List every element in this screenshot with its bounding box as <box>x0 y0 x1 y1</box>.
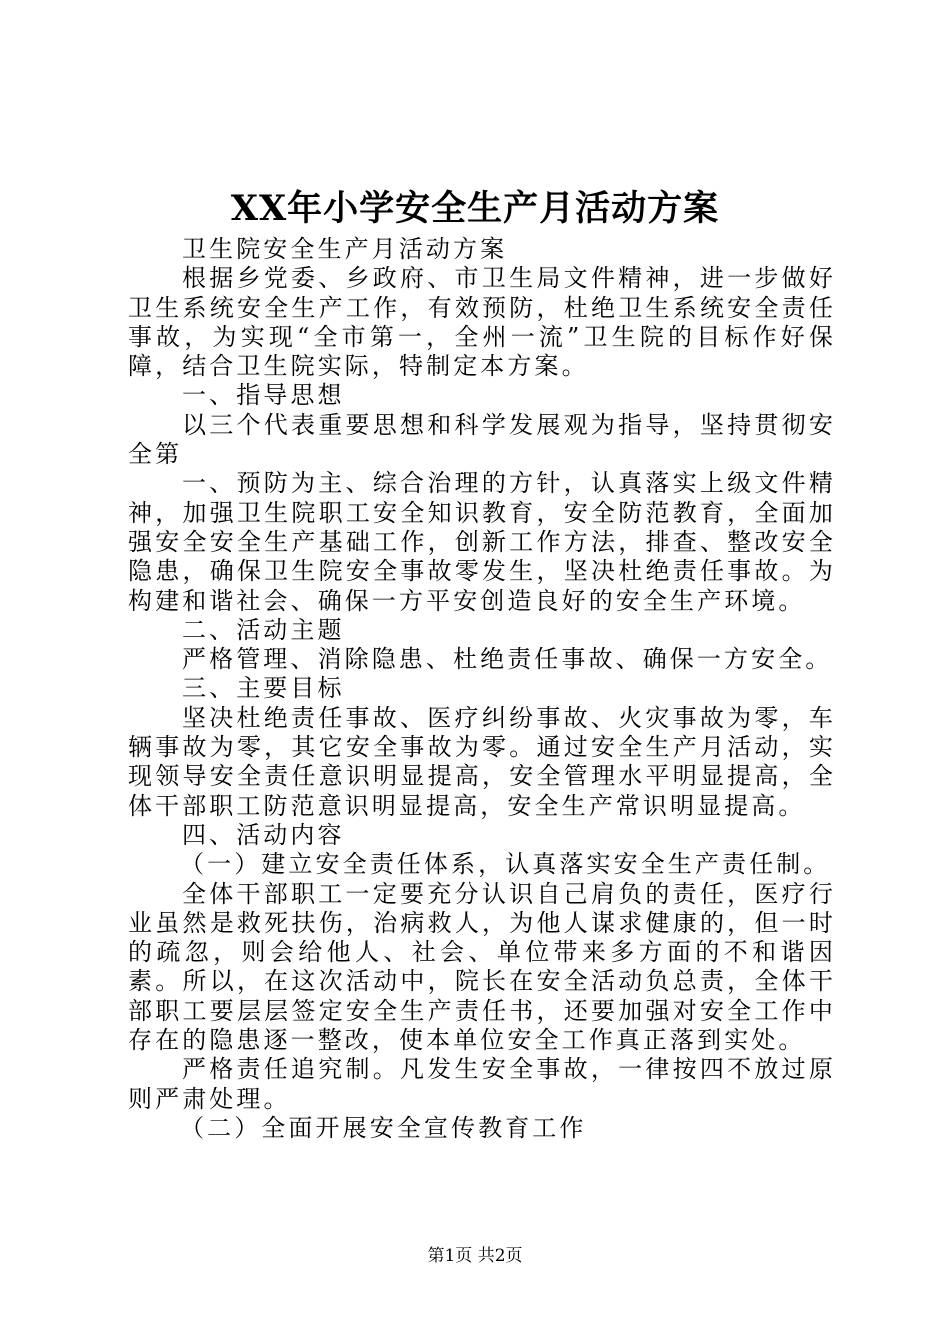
paragraph-responsibility: 全体干部职工一定要充分认识自己肩负的责任，医疗行业虽然是救死扶伤，治病救人，为他人谋求健康的，但一时的疏忽，则会给他人、社会、单位带来多方面的不和谐因素。所以，在这次活动中，院长在安全活动负总责，全体干部职工要层层签定安全生产责任书，还要加强对安全工作中存在的隐患逐一整改，使本单位安全工作真正落到实处。 <box>128 879 836 1055</box>
document-body <box>128 235 836 1143</box>
paragraph-goals: 坚决杜绝责任事故、医疗纠纷事故、火灾事故为零，车辆事故为零，其它安全事故为零。通过安全生产月活动，实现领导安全责任意识明显提高，安全管理水平明显提高，全体干部职工防范意识明显提高，安全生产常识明显提高。 <box>128 703 836 820</box>
section-heading-guiding-ideology: 一、指导思想 <box>182 381 345 410</box>
section-heading-goals: 三、主要目标 <box>182 674 345 703</box>
document-title: XX年小学安全生产月活动方案 <box>230 188 720 229</box>
paragraph-subtitle: 卫生院安全生产月活动方案 <box>182 235 508 263</box>
paragraph-guiding-ideology: 以三个代表重要思想和科学发展观为指导，坚持贯彻安全第 <box>128 410 836 469</box>
subsection-heading-education: （二）全面开展安全宣传教育工作 <box>180 1113 587 1142</box>
section-heading-content: 四、活动内容 <box>182 820 345 849</box>
paragraph-intro: 根据乡党委、乡政府、市卫生局文件精神，进一步做好卫生系统安全生产工作，有效预防，杜绝卫生系统安全责任事故，为实现“全市第一，全州一流”卫生院的目标作好保障，结合卫生院实际，特制定本方案。 <box>128 264 836 381</box>
page-footer: 第1页 共2页 <box>427 1246 523 1266</box>
paragraph-accountability: 严格责任追究制。凡发生安全事故，一律按四不放过原则严肃处理。 <box>128 1055 836 1113</box>
section-heading-theme: 二、活动主题 <box>182 615 345 644</box>
paragraph-guiding-policy: 一、预防为主、综合治理的方针，认真落实上级文件精神，加强卫生院职工安全知识教育，安全防范教育，全面加强安全安全生产基础工作，创新工作方法，排查、整改安全隐患，确保卫生院安全事故零发生，坚决杜绝责任事故。为构建和谐社会、确保一方平安创造良好的安全生产环境。 <box>128 469 836 615</box>
subsection-heading-responsibility: （一）建立安全责任体系，认真落实安全生产责任制。 <box>180 850 831 879</box>
paragraph-theme: 严格管理、消除隐患、杜绝责任事故、确保一方安全。 <box>182 645 833 674</box>
